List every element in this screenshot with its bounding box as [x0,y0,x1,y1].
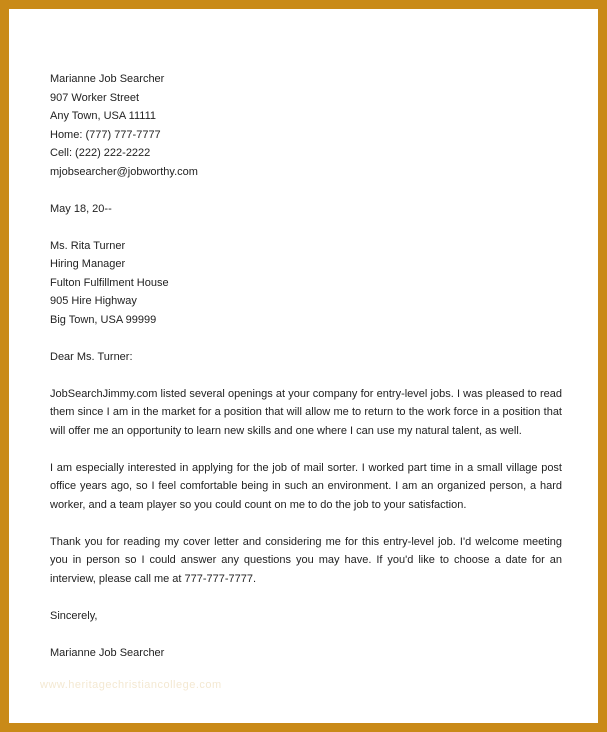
sender-email: mjobsearcher@jobworthy.com [50,165,198,178]
salutation: Dear Ms. Turner: [50,350,133,363]
letter-date: May 18, 20-- [50,202,112,215]
sender-street: 907 Worker Street [50,91,140,104]
recipient-street: 905 Hire Highway [50,295,137,307]
body-paragraph-1: JobSearchJimmy.com listed several openings at your company for entry-level jobs. I was pleased to read them since I am in the market for a position that will allow me to return to the work force in a position that will offer me an opportunity to learn new skills and one where I can use my natural talent, as well. [50,387,562,437]
recipient-company: Fulton Fulfillment House [50,276,169,289]
recipient-title: Hiring Manager [50,258,126,270]
watermark: www.heritagechristiancollege.com [40,679,222,691]
sender-block [50,70,562,181]
sender-cell-phone: Cell: (222) 222-2222 [50,147,151,159]
recipient-city: Big Town, USA 99999 [50,313,157,326]
body-paragraph-2: I am especially interested in applying for the job of mail sorter. I worked part time in a small village post office years ago, so I feel comfortable being in such an environment. I am an organized person, a hard worker, and a team player so you could count on me to do the job to your satisfaction. [50,461,562,511]
body-paragraph-3: Thank you for reading my cover letter and considering me for this entry-level job. I'd welcome meeting you in person so I could answer any questions you may have. If you'd like to choose a date for an interview, please call me at 777-777-7777. [50,535,562,585]
sender-city: Any Town, USA 11111 [50,110,156,122]
closing: Sincerely, [50,609,98,622]
recipient-name: Ms. Rita Turner [50,239,126,252]
sender-home-phone: Home: (777) 777-7777 [50,128,161,141]
signature-name: Marianne Job Searcher [50,646,165,659]
cover-letter [50,70,562,662]
sender-name: Marianne Job Searcher [50,73,165,85]
recipient-block [50,237,562,330]
